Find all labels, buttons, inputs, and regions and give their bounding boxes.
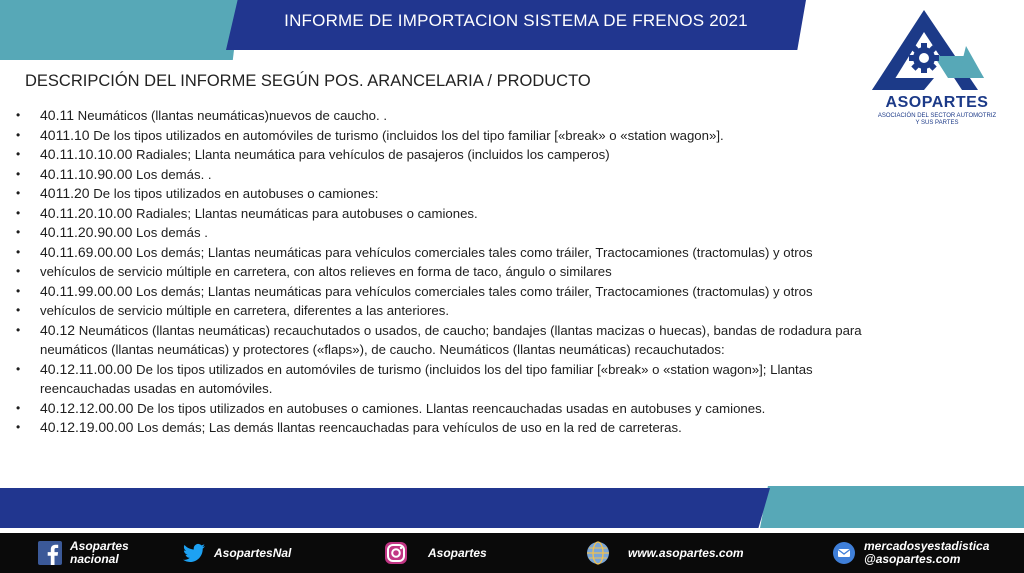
item-text: Los demás; Las demás llantas reencauchadas para vehículos de uso en la red de carreteras.	[133, 420, 682, 435]
facebook-icon	[38, 541, 62, 565]
list-item	[14, 360, 884, 399]
email-icon	[832, 541, 856, 565]
logo-name: ASOPARTES	[885, 94, 989, 111]
list-item	[14, 145, 884, 165]
bullet-icon: •	[16, 108, 21, 122]
tariff-code: 40.11.20.10.00	[40, 204, 133, 221]
bullet-icon: •	[16, 205, 21, 220]
footer-instagram[interactable]	[384, 533, 487, 573]
tariff-code: 40.12.11.00.00	[40, 360, 133, 377]
bullet-icon: •	[16, 264, 21, 278]
item-text: Neumáticos (llantas neumáticas) recauchutados o usados, de caucho; bandajes (llantas macizas o huecas), bandas de rodadura para neumáticos (llantas neumáticas) y protectores («flaps»), de caucho. Neumáticos (llantas neumáticas) recauchutados:	[40, 322, 862, 357]
list-item	[14, 243, 884, 263]
bullet-icon: •	[16, 361, 21, 376]
top-teal-band	[0, 0, 240, 60]
email-line2: @asopartes.com	[864, 552, 961, 566]
bullet-icon: •	[16, 147, 21, 161]
bullet-icon: •	[16, 420, 21, 434]
bullet-icon: •	[16, 244, 21, 259]
list-item	[14, 282, 884, 302]
item-text: Los demás .	[132, 225, 208, 240]
item-text: vehículos de servicio múltiple en carretera, con altos relieves en forma de taco, ángulo o similares	[40, 264, 612, 279]
tariff-list	[14, 106, 884, 438]
tariff-code: 40.11.69.00.00	[40, 243, 133, 260]
logo-subtitle-line2: Y SUS PARTES	[915, 120, 959, 126]
footer-twitter[interactable]	[182, 533, 291, 573]
asopartes-logo	[862, 6, 1012, 128]
footer-facebook[interactable]	[38, 533, 129, 573]
instagram-icon	[384, 541, 408, 565]
item-text: Neumáticos (llantas neumáticas)nuevos de caucho. .	[74, 108, 387, 123]
facebook-line1: Asopartes	[70, 539, 129, 553]
tariff-code: 40.11	[40, 107, 74, 123]
tariff-code: 4011.10	[40, 126, 90, 143]
tariff-code: 40.12.12.00.00	[40, 399, 134, 416]
footer-bar	[0, 533, 1024, 573]
email-line1: mercadosyestadistica	[864, 539, 990, 553]
item-text: Radiales; Llantas neumáticas para autobuses o camiones.	[132, 205, 478, 221]
list-item	[14, 301, 884, 321]
item-text: Radiales; Llanta neumática para vehículos de pasajeros (incluidos los camperos)	[132, 147, 610, 162]
item-text: Los demás; Llantas neumáticas para vehículos comerciales tales como tráiler, Tractocamiones (tractomulas) y otros	[132, 244, 813, 260]
list-item	[14, 126, 884, 146]
item-text: Los demás; Llantas neumáticas para vehículos comerciales tales como tráiler, Tractocamiones (tractomulas) y otros	[132, 283, 813, 299]
list-item	[14, 399, 884, 419]
globe-icon	[586, 541, 610, 565]
logo-subtitle	[862, 113, 1012, 127]
bullet-icon: •	[16, 225, 21, 239]
list-item	[14, 262, 884, 282]
report-title: INFORME DE IMPORTACION SISTEMA DE FRENOS 2021	[284, 11, 748, 30]
tariff-code: 40.12	[40, 321, 76, 338]
tariff-code: 40.11.20.90.00	[40, 224, 133, 240]
bullet-icon: •	[16, 127, 21, 142]
list-item	[14, 184, 884, 204]
tariff-code: 40.11.10.90.00	[40, 165, 133, 182]
logo-subtitle-line1: ASOCIACIÓN DEL SECTOR AUTOMOTRIZ	[877, 113, 997, 119]
item-text: De los tipos utilizados en autobuses o camiones:	[89, 186, 379, 201]
item-text: De los tipos utilizados en automóviles de turismo (incluidos los del tipo familiar [«break» o «station wagon»].	[89, 127, 724, 143]
item-text: De los tipos utilizados en autobuses o camiones. Llantas reencauchadas usadas en autobuses y camiones.	[133, 400, 766, 416]
bullet-icon: •	[16, 303, 21, 317]
twitter-handle: AsopartesNal	[214, 545, 292, 560]
tariff-code: 40.11.99.00.00	[40, 282, 133, 299]
bullet-icon: •	[16, 322, 21, 337]
list-item	[14, 418, 884, 438]
logo-mark-icon	[862, 6, 1012, 98]
item-text: De los tipos utilizados en automóviles de turismo (incluidos los del tipo familiar [«break» o «station wagon»]; Llantas reencauchadas usadas en automóviles.	[40, 361, 813, 396]
item-text: Los demás. .	[132, 166, 212, 182]
list-item	[14, 165, 884, 185]
instagram-handle: Asopartes	[428, 545, 487, 560]
list-item	[14, 204, 884, 224]
website-link: www.asopartes.com	[628, 545, 744, 560]
tariff-code: 40.11.10.10.00	[40, 146, 133, 162]
tariff-code: 4011.20	[40, 185, 90, 201]
list-item	[14, 321, 884, 360]
facebook-line2: nacional	[70, 552, 119, 566]
bullet-icon: •	[16, 400, 21, 415]
bottom-teal-band	[760, 486, 1024, 528]
tariff-code: 40.12.19.00.00	[40, 419, 134, 435]
bottom-blue-band	[0, 488, 770, 528]
section-heading: DESCRIPCIÓN DEL INFORME SEGÚN POS. ARANCELARIA / PRODUCTO	[25, 72, 591, 90]
footer-website[interactable]	[586, 533, 744, 573]
twitter-icon	[182, 541, 206, 565]
bullet-icon: •	[16, 186, 21, 200]
item-text: vehículos de servicio múltiple en carretera, diferentes a las anteriores.	[40, 303, 450, 318]
bullet-icon: •	[16, 283, 21, 298]
bullet-icon: •	[16, 166, 21, 181]
list-item	[14, 223, 884, 243]
list-item	[14, 106, 884, 126]
footer-email[interactable]	[832, 533, 989, 573]
